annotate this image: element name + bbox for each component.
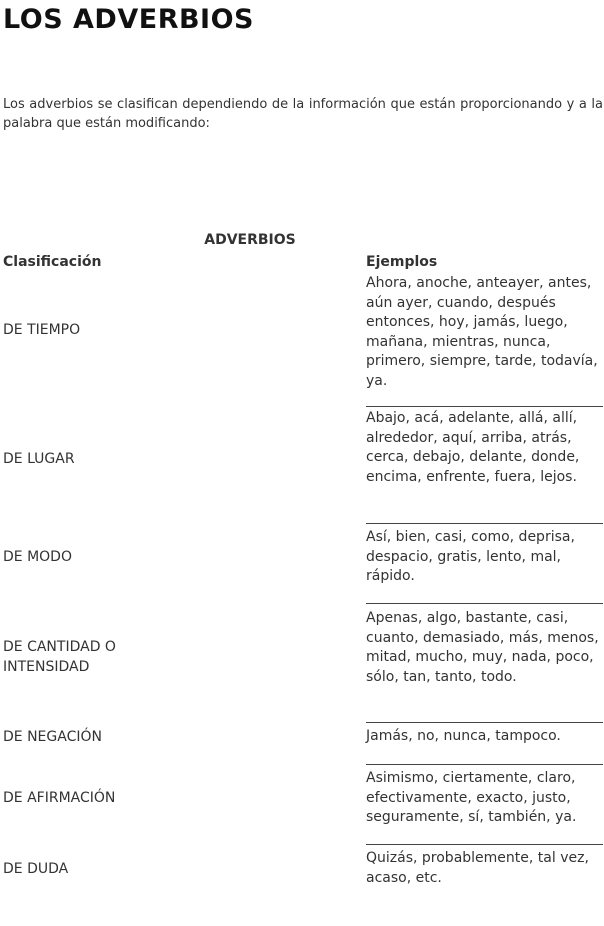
examples-tiempo: Ahora, anoche, anteayer, antes, aún ayer, cuando, después entonces, hoy, jamás, luego, mañana, mientras, nunca, primero, siempre, tarde, todavía, ya. [366, 275, 598, 389]
row-divider [366, 844, 603, 845]
table-caption: ADVERBIOS [204, 232, 296, 248]
classification-cantidad: DE CANTIDAD O INTENSIDAD [3, 639, 116, 675]
examples-modo: Así, bien, casi, como, deprisa, despacio, gratis, lento, mal, rápido. [366, 529, 575, 584]
column-header-examples: Ejemplos [366, 254, 438, 270]
classification-tiempo: DE TIEMPO [3, 322, 81, 338]
classification-lugar: DE LUGAR [3, 451, 75, 467]
classification-afirmacion: DE AFIRMACIÓN [3, 790, 116, 806]
row-divider [366, 722, 603, 723]
classification-modo: DE MODO [3, 549, 72, 565]
row-divider [366, 406, 603, 407]
row-divider [366, 603, 603, 604]
intro-paragraph: Los adverbios se clasifican dependiendo de la información que están proporcionando y a la palabra que están modificando: [3, 97, 603, 131]
examples-negacion: Jamás, no, nunca, tampoco. [366, 728, 561, 744]
examples-cantidad: Apenas, algo, bastante, casi, cuanto, demasiado, más, menos, mitad, mucho, muy, nada, poco, sólo, tan, tanto, todo. [366, 610, 599, 685]
examples-lugar: Abajo, acá, adelante, allá, allí, alrededor, aquí, arriba, atrás, cerca, debajo, delante, donde, encima, enfrente, fuera, lejos. [366, 410, 580, 485]
row-divider [366, 764, 603, 765]
examples-duda: Quizás, probablemente, tal vez, acaso, etc. [366, 850, 589, 886]
classification-negacion: DE NEGACIÓN [3, 729, 102, 745]
examples-afirmacion: Asimismo, ciertamente, claro, efectivamente, exacto, justo, seguramente, sí, también, ya. [366, 770, 577, 825]
classification-duda: DE DUDA [3, 861, 69, 877]
page-title: LOS ADVERBIOS [3, 4, 255, 35]
column-header-classification: Clasificación [3, 254, 102, 270]
row-divider [366, 523, 603, 524]
